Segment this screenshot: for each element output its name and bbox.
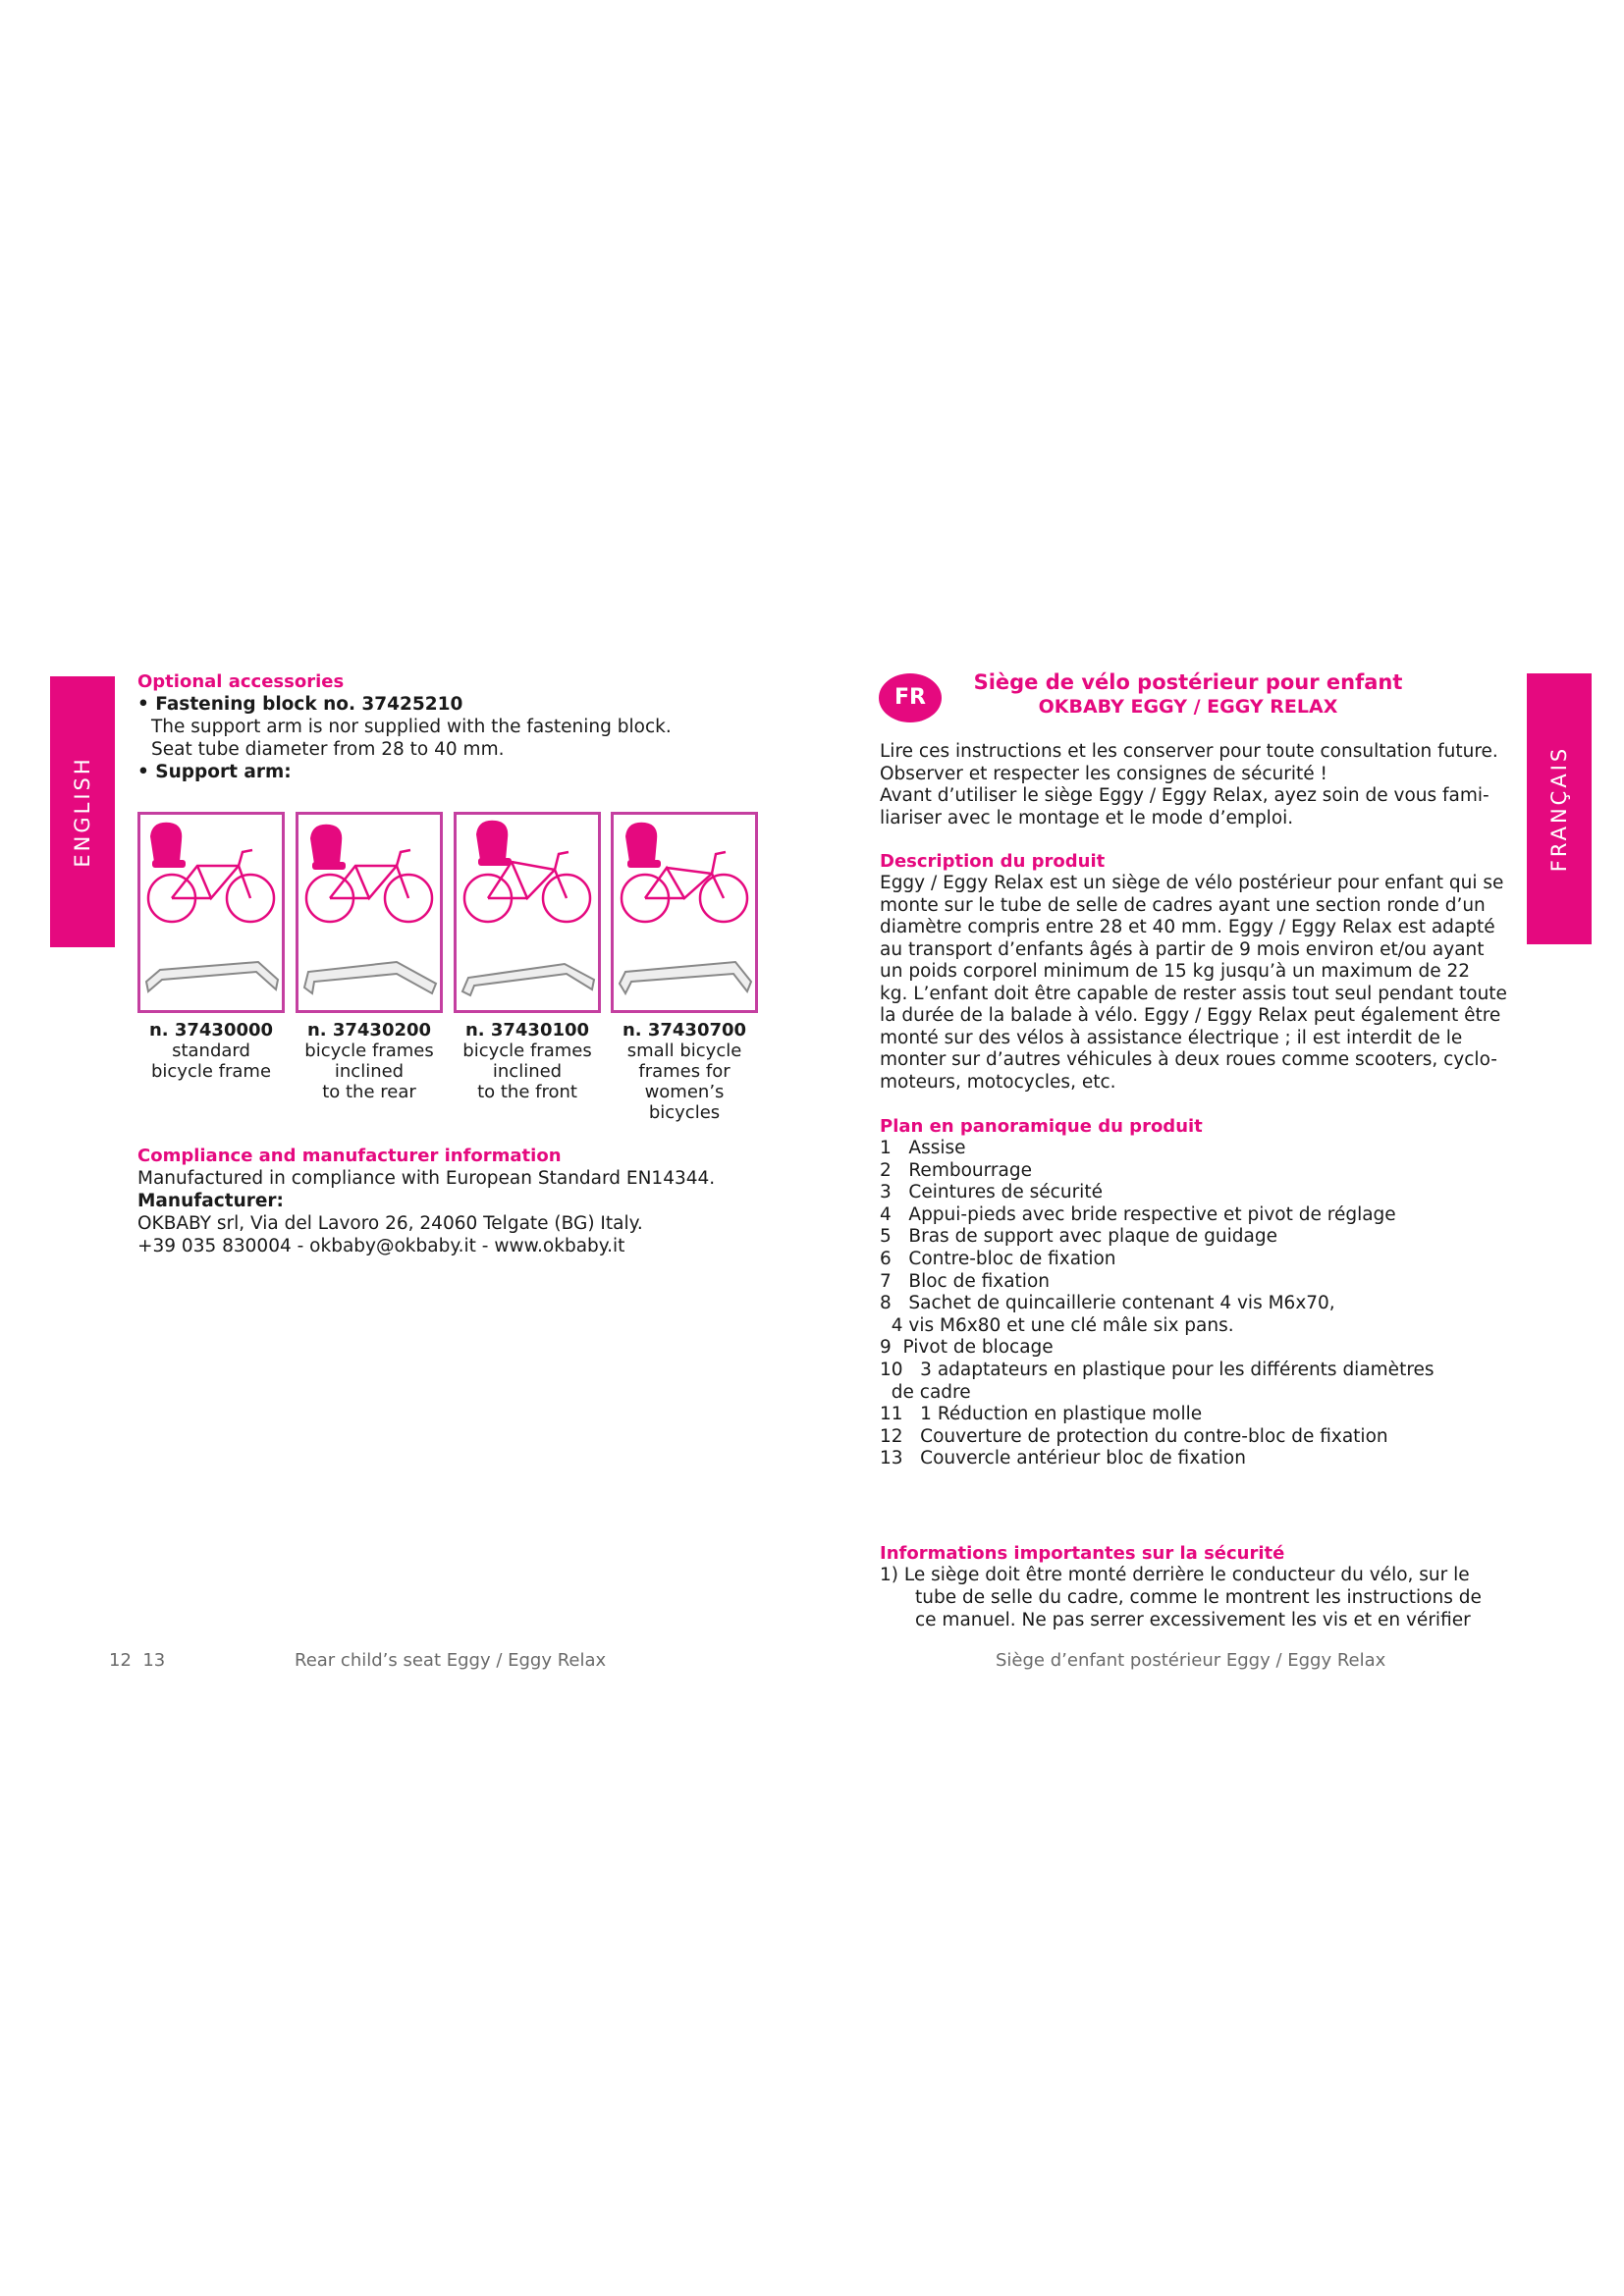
list-item: 12 Couverture de protection du contre-bloc de fixation — [880, 1425, 1388, 1447]
child-seat-icon — [625, 823, 661, 868]
compliance-standard: Manufactured in compliance with European Standard EN14344. — [137, 1168, 716, 1189]
list-item: 6 Contre-bloc de fixation — [880, 1248, 1116, 1269]
plan-heading: Plan en panoramique du produit — [880, 1116, 1203, 1137]
caption-line: frames for — [638, 1061, 731, 1082]
safety-line: tube de selle du cadre, comme le montrent les instructions de — [915, 1587, 1482, 1608]
optional-accessories-heading: Optional accessories — [137, 671, 345, 692]
list-item: 10 3 adaptateurs en plastique pour les différents diamètres — [880, 1359, 1435, 1380]
caption-line: bicycle frame — [150, 1061, 272, 1082]
parts-list — [880, 1138, 1489, 1470]
caption-line: bicycles — [648, 1102, 721, 1123]
list-item: 1 Assise — [880, 1138, 966, 1158]
support-arm-caption — [606, 1020, 763, 1123]
list-item: 3 Ceintures de sécurité — [880, 1182, 1103, 1203]
part-number: n. 37430700 — [622, 1020, 747, 1041]
seat-tube-diameter: Seat tube diameter from 28 to 40 mm. — [151, 739, 505, 760]
safety-heading: Informations importantes sur la sécurité — [880, 1543, 1285, 1564]
intro-paragraph — [880, 741, 1498, 829]
description-line: la durée de la balade à vélo. Eggy / Eggy Relax peut également être — [880, 1005, 1501, 1026]
child-seat-icon — [310, 825, 346, 870]
description-line: diamètre compris entre 28 et 40 mm. Eggy / Eggy Relax est adapté — [880, 917, 1495, 937]
language-badge: FR — [879, 673, 942, 722]
caption-line: bicycle frames — [462, 1041, 592, 1061]
list-item: 9 Pivot de blocage — [880, 1337, 1054, 1359]
intro-line: Lire ces instructions et les conserver pour toute consultation future. — [880, 741, 1498, 762]
side-tab-english — [50, 676, 115, 947]
support-arm-shape — [304, 962, 436, 993]
list-item: 7 Bloc de fixation — [880, 1270, 1050, 1292]
child-seat-icon — [476, 821, 512, 866]
support-arm-caption — [133, 1020, 290, 1082]
fastening-block-item: • Fastening block no. 37425210 — [137, 694, 463, 715]
caption-line: inclined — [334, 1061, 405, 1082]
intro-line: Avant d’utiliser le siège Eggy / Eggy Relax, ayez soin de vous fami- — [880, 785, 1489, 806]
support-arm-figure-1 — [137, 812, 285, 1013]
list-item: 5 Bras de support avec plaque de guidage — [880, 1226, 1277, 1248]
list-item: de cadre — [880, 1381, 971, 1403]
description-line: Eggy / Eggy Relax est un siège de vélo postérieur pour enfant qui se — [880, 873, 1504, 893]
description-line: moteurs, motocycles, etc. — [880, 1071, 1116, 1093]
intro-line: liariser avec le montage et le mode d’emploi. — [880, 807, 1294, 828]
page-subtitle: OKBABY EGGY / EGGY RELAX — [1038, 696, 1338, 718]
description-line: monté sur des vélos à assistance électrique ; il est interdit de le — [880, 1027, 1463, 1048]
side-tab-francais — [1527, 673, 1592, 944]
list-item: 4 Appui-pieds avec bride respective et pivot de réglage — [880, 1203, 1396, 1225]
manufacturer-address: OKBABY srl, Via del Lavoro 26, 24060 Telgate (BG) Italy. — [137, 1213, 643, 1234]
support-arm-note: The support arm is nor supplied with the fastening block. — [151, 717, 672, 737]
description-line: monter sur d’autres véhicules à deux roues comme scooters, cyclo- — [880, 1049, 1497, 1070]
description-paragraph — [880, 873, 1508, 1094]
description-line: au transport d’enfants âgés à partir de 9 mois environ et/ou ayant — [880, 938, 1485, 960]
side-tab-label: FRANÇAIS — [1547, 745, 1571, 873]
support-arm-figure-2 — [296, 812, 443, 1013]
intro-line: Observer et respecter les consignes de sécurité ! — [880, 763, 1327, 784]
list-item: 8 Sachet de quincaillerie contenant 4 vis M6x70, — [880, 1293, 1335, 1314]
support-arm-caption — [449, 1020, 606, 1102]
page-title: Siège de vélo postérieur pour enfant — [973, 670, 1403, 694]
caption-line: women’s — [644, 1082, 725, 1102]
footer-title-right: Siège d’enfant postérieur Eggy / Eggy Relax — [996, 1650, 1386, 1671]
list-item: 11 1 Réduction en plastique molle — [880, 1404, 1203, 1425]
support-arm-caption — [291, 1020, 448, 1102]
side-tab-label: ENGLISH — [71, 756, 94, 868]
support-arm-shape — [462, 964, 594, 995]
part-number: n. 37430100 — [464, 1020, 590, 1041]
caption-line: small bicycle — [626, 1041, 742, 1061]
description-heading: Description du produit — [880, 851, 1106, 872]
description-line: monte sur le tube de selle de cadres ayant une section ronde d’un — [880, 894, 1486, 916]
support-arm-item: • Support arm: — [137, 762, 292, 782]
list-item: 13 Couvercle antérieur bloc de fixation — [880, 1448, 1246, 1469]
caption-line: to the front — [477, 1082, 577, 1102]
child-seat-icon — [150, 823, 186, 868]
caption-line: inclined — [492, 1061, 563, 1082]
support-arm-figure-4 — [611, 812, 758, 1013]
support-arm-shape — [620, 962, 751, 993]
footer-title-left: Rear child’s seat Eggy / Eggy Relax — [295, 1650, 607, 1671]
list-item: 4 vis M6x80 et une clé mâle six pans. — [880, 1314, 1234, 1336]
safety-line: 1) Le siège doit être monté derrière le conducteur du vélo, sur le — [880, 1565, 1470, 1585]
description-line: kg. L’enfant doit être capable de rester assis tout seul pendant toute — [880, 983, 1507, 1004]
part-number: n. 37430200 — [306, 1020, 432, 1041]
manufacturer-contact: +39 035 830004 - okbaby@okbaby.it - www.okbaby.it — [137, 1236, 625, 1256]
safety-line: ce manuel. Ne pas serrer excessivement les vis et en vérifier — [915, 1610, 1471, 1630]
support-arm-shape — [146, 962, 278, 991]
description-line: un poids corporel minimum de 15 kg jusqu’à un maximum de 22 — [880, 961, 1471, 982]
list-item: 2 Rembourrage — [880, 1159, 1032, 1181]
page-numbers: 12 13 — [109, 1650, 166, 1671]
part-number: n. 37430000 — [148, 1020, 274, 1041]
compliance-heading: Compliance and manufacturer information — [137, 1146, 562, 1166]
caption-line: bicycle frames — [304, 1041, 434, 1061]
support-arm-figure-3 — [454, 812, 601, 1013]
manufacturer-label: Manufacturer: — [137, 1191, 284, 1211]
caption-line: standard — [172, 1041, 250, 1061]
caption-line: to the rear — [322, 1082, 416, 1102]
